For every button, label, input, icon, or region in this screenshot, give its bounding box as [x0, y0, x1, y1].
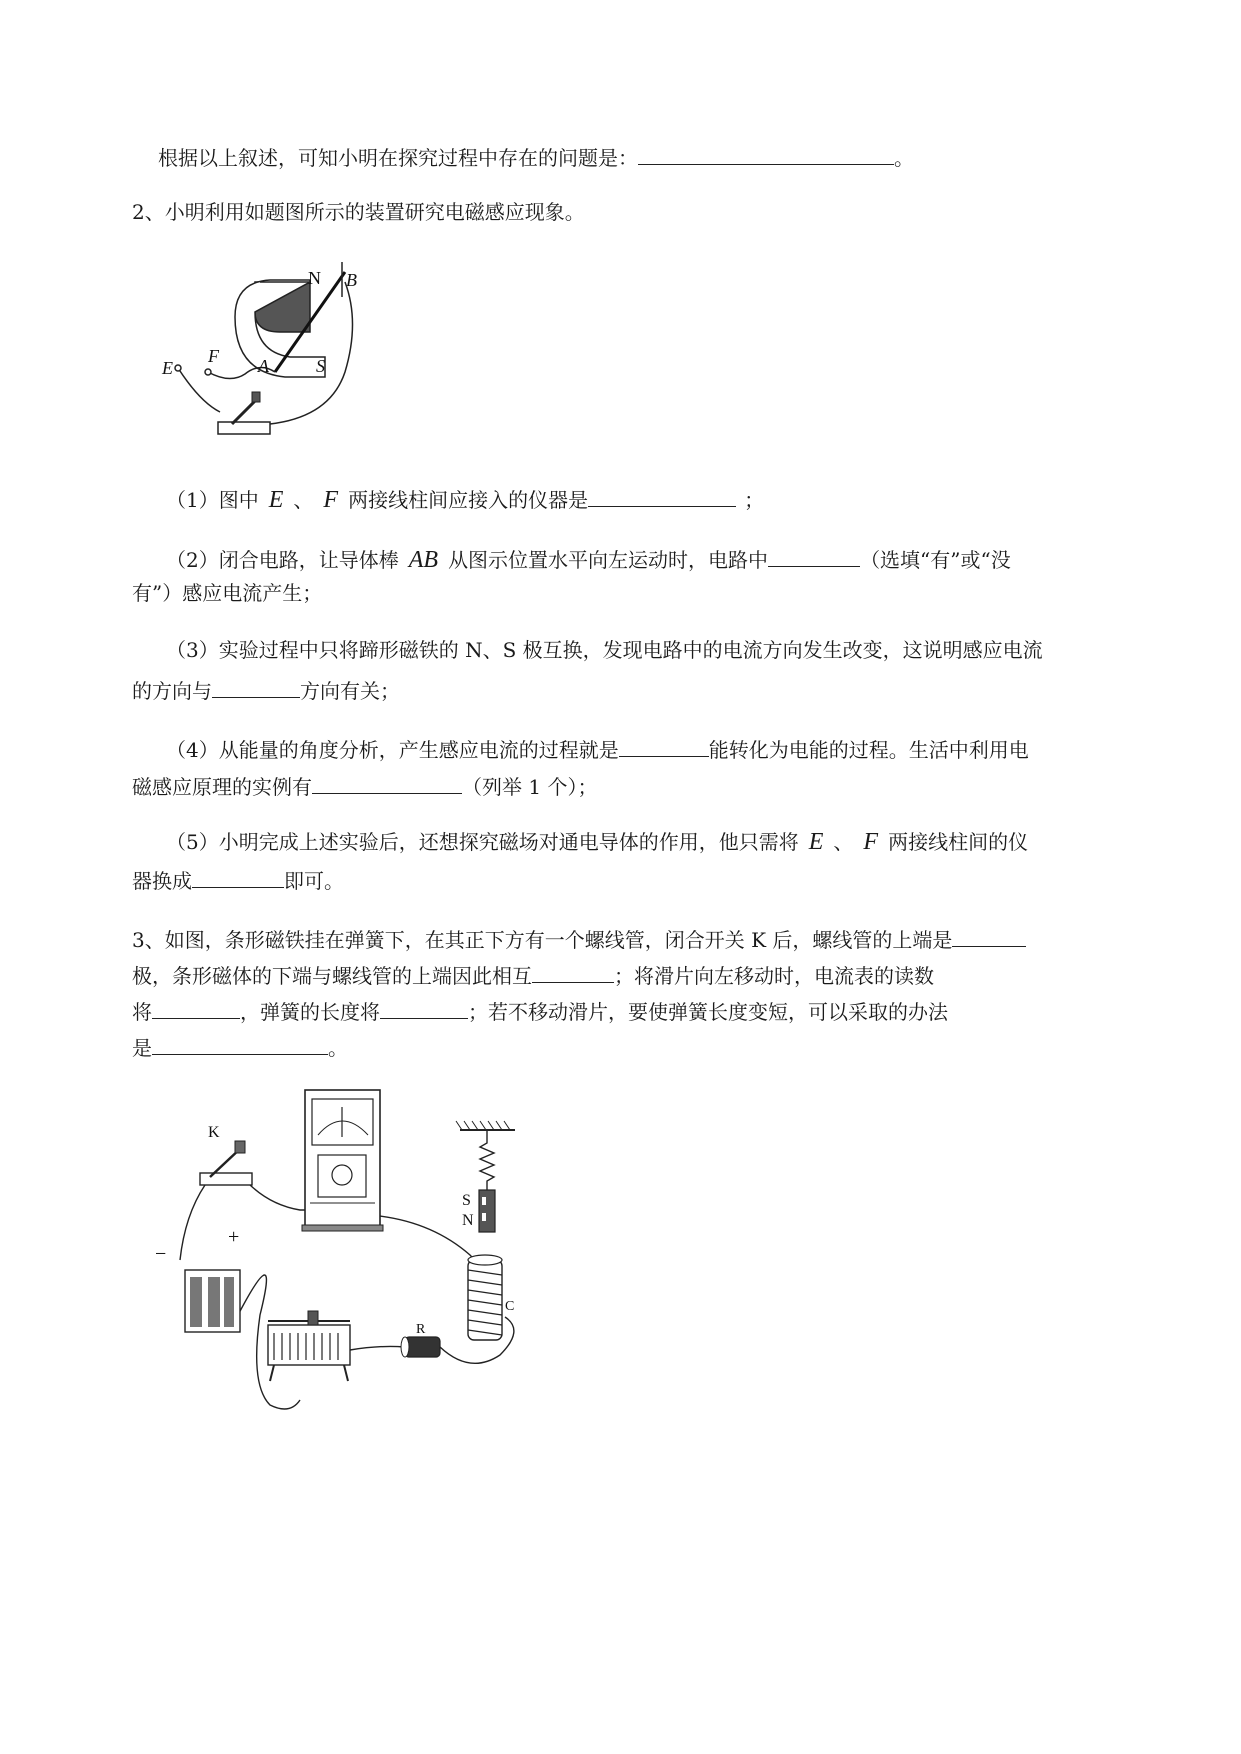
q3-blank1[interactable]: [952, 926, 1026, 947]
q2-part4-line2: [132, 773, 597, 797]
q3-line2: [132, 962, 934, 986]
q2-part1-text-a: （1）图中: [166, 488, 259, 512]
q2-part5-blank[interactable]: [192, 867, 284, 888]
q2-part4-text-a: （4）从能量的角度分析，产生感应电流的过程就是: [166, 738, 619, 762]
q3-blank5[interactable]: [152, 1034, 328, 1055]
q2-part4-text-b: 能转化为电能的过程。生活中利用电: [708, 738, 1029, 762]
q2-part2-text-c: （选填“有”或“没: [860, 548, 1011, 572]
var-f: F: [323, 487, 339, 513]
var-ab: AB: [408, 547, 439, 573]
terminal-f: [205, 369, 211, 375]
label-k: K: [208, 1124, 220, 1141]
q3-text-3a: 将: [132, 1000, 152, 1024]
q2-part4-text-c: 磁感应原理的实例有: [132, 775, 312, 799]
q2-part5-text-d: 即可。: [284, 869, 344, 893]
circuit-figure: [150, 1085, 540, 1425]
q2-part1-blank[interactable]: [588, 486, 736, 507]
q3-blank3[interactable]: [152, 998, 240, 1019]
resistor-r: [405, 1337, 440, 1357]
q2-part5-line2: [132, 867, 344, 891]
switch-k: [200, 1173, 252, 1185]
separator: 、: [293, 488, 314, 512]
q3-text-3c: ；若不移动滑片，要使弹簧长度变短，可以采取的办法: [468, 1000, 948, 1024]
q2-part1: [166, 486, 764, 512]
q2-part1-end: ；: [744, 488, 765, 512]
label-e: E: [162, 358, 173, 378]
q3-text-1: 3、如图，条形磁铁挂在弹簧下，在其正下方有一个螺线管，闭合开关 K 后，螺线管的上端是: [132, 928, 953, 952]
rheostat-slider: [308, 1311, 318, 1325]
label-c: C: [505, 1299, 515, 1314]
label-minus: −: [155, 1243, 167, 1265]
q3-text-4b: 。: [328, 1036, 348, 1060]
q2-part5-text-b: 两接线柱间的仪: [888, 830, 1029, 854]
q3-line4: [132, 1034, 348, 1058]
var-e-2: E: [808, 829, 824, 855]
q1-conclusion-text: 根据以上叙述，可知小明在探究过程中存在的问题是：: [158, 146, 638, 170]
bar-magnet: [479, 1190, 495, 1232]
q2-part5-text-c: 器换成: [132, 869, 192, 893]
q3-text-2b: ；将滑片向左移动时，电流表的读数: [614, 964, 934, 988]
q2-part3-text-c: 方向有关；: [300, 679, 400, 703]
label-r: R: [416, 1322, 426, 1337]
q2-intro: 2、小明利用如题图所示的装置研究电磁感应现象。: [132, 200, 585, 224]
q2-part3-blank[interactable]: [212, 677, 300, 698]
label-f: F: [208, 346, 219, 366]
var-e: E: [268, 487, 284, 513]
switch-base: [218, 422, 270, 434]
q2-part2-blank[interactable]: [768, 546, 860, 567]
q1-conclusion-line: [158, 144, 914, 168]
q2-part3-line1: （3）实验过程中只将蹄形磁铁的 N、S 极互换，发现电路中的电流方向发生改变，这说明感应电流: [166, 638, 1043, 662]
var-f-2: F: [863, 829, 879, 855]
q2-part4-line1: [166, 736, 1029, 760]
q2-part1-text-b: 两接线柱间应接入的仪器是: [348, 488, 589, 512]
spring: [480, 1130, 494, 1190]
q3-text-3b: ，弹簧的长度将: [240, 1000, 380, 1024]
label-s: S: [462, 1192, 471, 1209]
q1-end-punct: 。: [894, 146, 914, 170]
label-b: B: [346, 270, 357, 290]
label-a: A: [258, 356, 269, 376]
label-n: N: [462, 1212, 474, 1229]
q2-part2-line1: [166, 546, 1011, 572]
q3-line3: [132, 998, 948, 1022]
q2-part4-blank1[interactable]: [619, 736, 709, 757]
q2-part3-line2: [132, 677, 400, 701]
label-n: N: [308, 268, 321, 288]
q2-part5-text-a: （5）小明完成上述实验后，还想探究磁场对通电导体的作用，他只需将: [166, 830, 799, 854]
q2-part2-text-b: 从图示位置水平向左运动时，电路中: [448, 548, 769, 572]
q2-part4-blank2[interactable]: [312, 773, 462, 794]
q2-part4-text-d: （列举 1 个）；: [462, 775, 598, 799]
q3-text-2a: 极，条形磁体的下端与螺线管的上端因此相互: [132, 964, 532, 988]
q3-line1: [132, 926, 1026, 950]
separator-2: 、: [833, 830, 854, 854]
q2-part2-line2: 有”）感应电流产生；: [132, 581, 323, 605]
q2-part2-text-a: （2）闭合电路，让导体棒: [166, 548, 399, 572]
terminal-e: [175, 365, 181, 371]
label-s: S: [316, 356, 325, 376]
magnet-apparatus-figure: [160, 262, 380, 442]
q1-answer-blank[interactable]: [638, 144, 894, 165]
q3-blank4[interactable]: [380, 998, 468, 1019]
q3-blank2[interactable]: [532, 962, 614, 983]
q2-part5-line1: [166, 830, 1028, 854]
label-plus: +: [228, 1226, 240, 1248]
q3-text-4a: 是: [132, 1036, 152, 1060]
q2-part3-text-b: 的方向与: [132, 679, 212, 703]
